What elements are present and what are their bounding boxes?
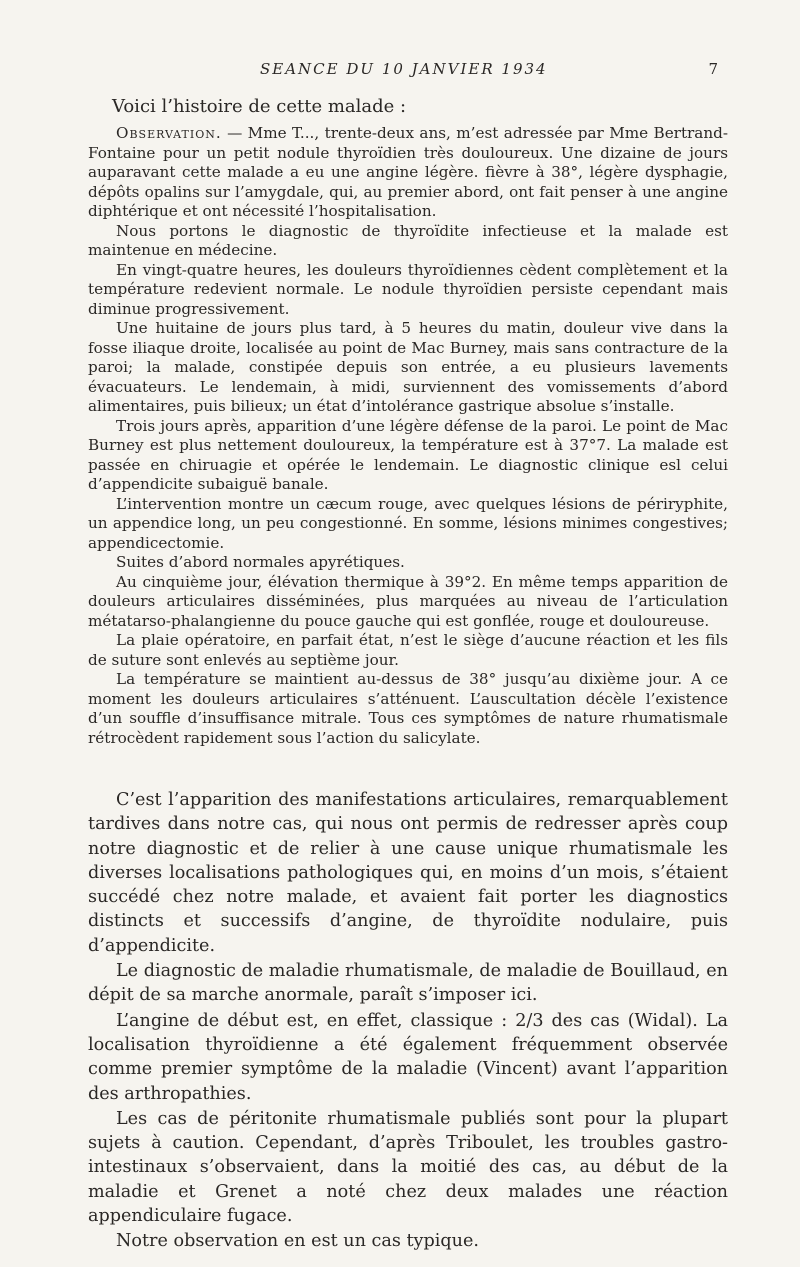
running-head — [0, 60, 800, 84]
observation-paragraph: La température se maintient au-dessus de 38° jusqu’au dixième jour. A ce moment les douleurs articulaires s’atténuent. L’auscultation décèle l’existence d’un souffle d’insuffisance mitrale. Tous ces symptômes de nature rhumatismale rétrocèdent rapidement sous l’action du salicylate. — [88, 670, 728, 747]
observation-paragraph: Observation. — Mme T..., trente-deux ans, m’est adressée par Mme Bertrand-Fontaine pour un petit nodule thyroïdien très douloureux. Une dizaine de jours auparavant cette malade a eu une angine légère. fièvre à 38°, légère dysphagie, dépôts opalins sur l’amygdale, qui, au premier abord, ont fait penser à une angine diphtérique et ont nécessité l’hospitalisation. — [88, 124, 728, 220]
discussion-paragraph: Les cas de péritonite rhumatismale publiés sont pour la plupart sujets à caution. Cependant, d’après Triboulet, les troubles gastro-intestinaux s’observaient, dans la moitié des cas, au début de la maladie et Grenet a noté chez deux malades une réaction appendiculaire fugace. — [88, 1108, 728, 1227]
observation-paragraph: Nous portons le diagnostic de thyroïdite infectieuse et la malade est maintenue en médecine. — [88, 221, 728, 259]
intro-line: Voici l’histoire de cette malade : — [112, 96, 407, 117]
observation-label: Observation. — [116, 124, 222, 142]
discussion-paragraph: L’angine de début est, en effet, classique : 2/3 des cas (Widal). La localisation thyroïdienne a été également fréquemment observée comme premier symptôme de la maladie (Vincent) avant l’apparition des arthropathies. — [88, 1010, 728, 1104]
discussion-paragraph: Le diagnostic de maladie rhumatismale, de maladie de Bouillaud, en dépit de sa marche anormale, paraît s’imposer ici. — [88, 961, 728, 1006]
discussion-block — [88, 788, 728, 1255]
discussion-paragraph: C’est l’apparition des manifestations articulaires, remarquablement tardives dans notre cas, qui nous ont permis de redresser après coup notre diagnostic et de relier à une cause unique rhumatismale les diverses localisations pathologiques qui, en moins d’un mois, s’étaient succédé chez notre malade, et avaient fait porter les diagnostics distincts et successifs d’angine, de thyroïdite nodulaire, puis d’appendicite. — [88, 790, 728, 956]
discussion-paragraph: Notre observation en est un cas typique. — [116, 1231, 479, 1252]
observation-paragraph: Au cinquième jour, élévation thermique à 39°2. En même temps apparition de douleurs articulaires disséminées, plus marquées au niveau de l’articulation métatarso-phalangienne du pouce gauche qui est gonflée, rouge et douloureuse. — [88, 572, 728, 630]
observation-paragraph: En vingt-quatre heures, les douleurs thyroïdiennes cèdent complètement et la température redevient normale. Le nodule thyroïdien persiste cependant mais diminue progressivement. — [88, 260, 728, 318]
observation-paragraph: Une huitaine de jours plus tard, à 5 heures du matin, douleur vive dans la fosse iliaque droite, localisée au point de Mac Burney, mais sans contracture de la paroi; la malade, constipée depuis son entrée, a eu plusieurs lavements évacuateurs. Le lendemain, à midi, surviennent des vomissements d’abord alimentaires, puis bilieux; un état d’intolérance gastrique absolue s’installe. — [88, 319, 728, 415]
observation-paragraph: Trois jours après, apparition d’une légère défense de la paroi. Le point de Mac Burney est plus nettement douloureux, la température est à 37°7. La malade est passée en chiruagie et opérée le lendemain. Le diagnostic clinique esl celui d’appendicite subaiguë banale. — [88, 416, 728, 493]
observation-block — [88, 124, 728, 748]
page-number: 7 — [708, 60, 718, 78]
observation-paragraph: La plaie opératoire, en parfait état, n’est le siège d’aucune réaction et les fils de suture sont enlevés au septième jour. — [88, 631, 728, 669]
observation-paragraph: Suites d’abord normales apyrétiques. — [116, 553, 405, 571]
running-title: SEANCE DU 10 JANVIER 1934 — [260, 60, 548, 78]
observation-paragraph: L’intervention montre un cæcum rouge, avec quelques lésions de périryphite, un appendice long, un peu congestionné. En somme, lésions minimes congestives; appendicectomie. — [88, 494, 728, 552]
